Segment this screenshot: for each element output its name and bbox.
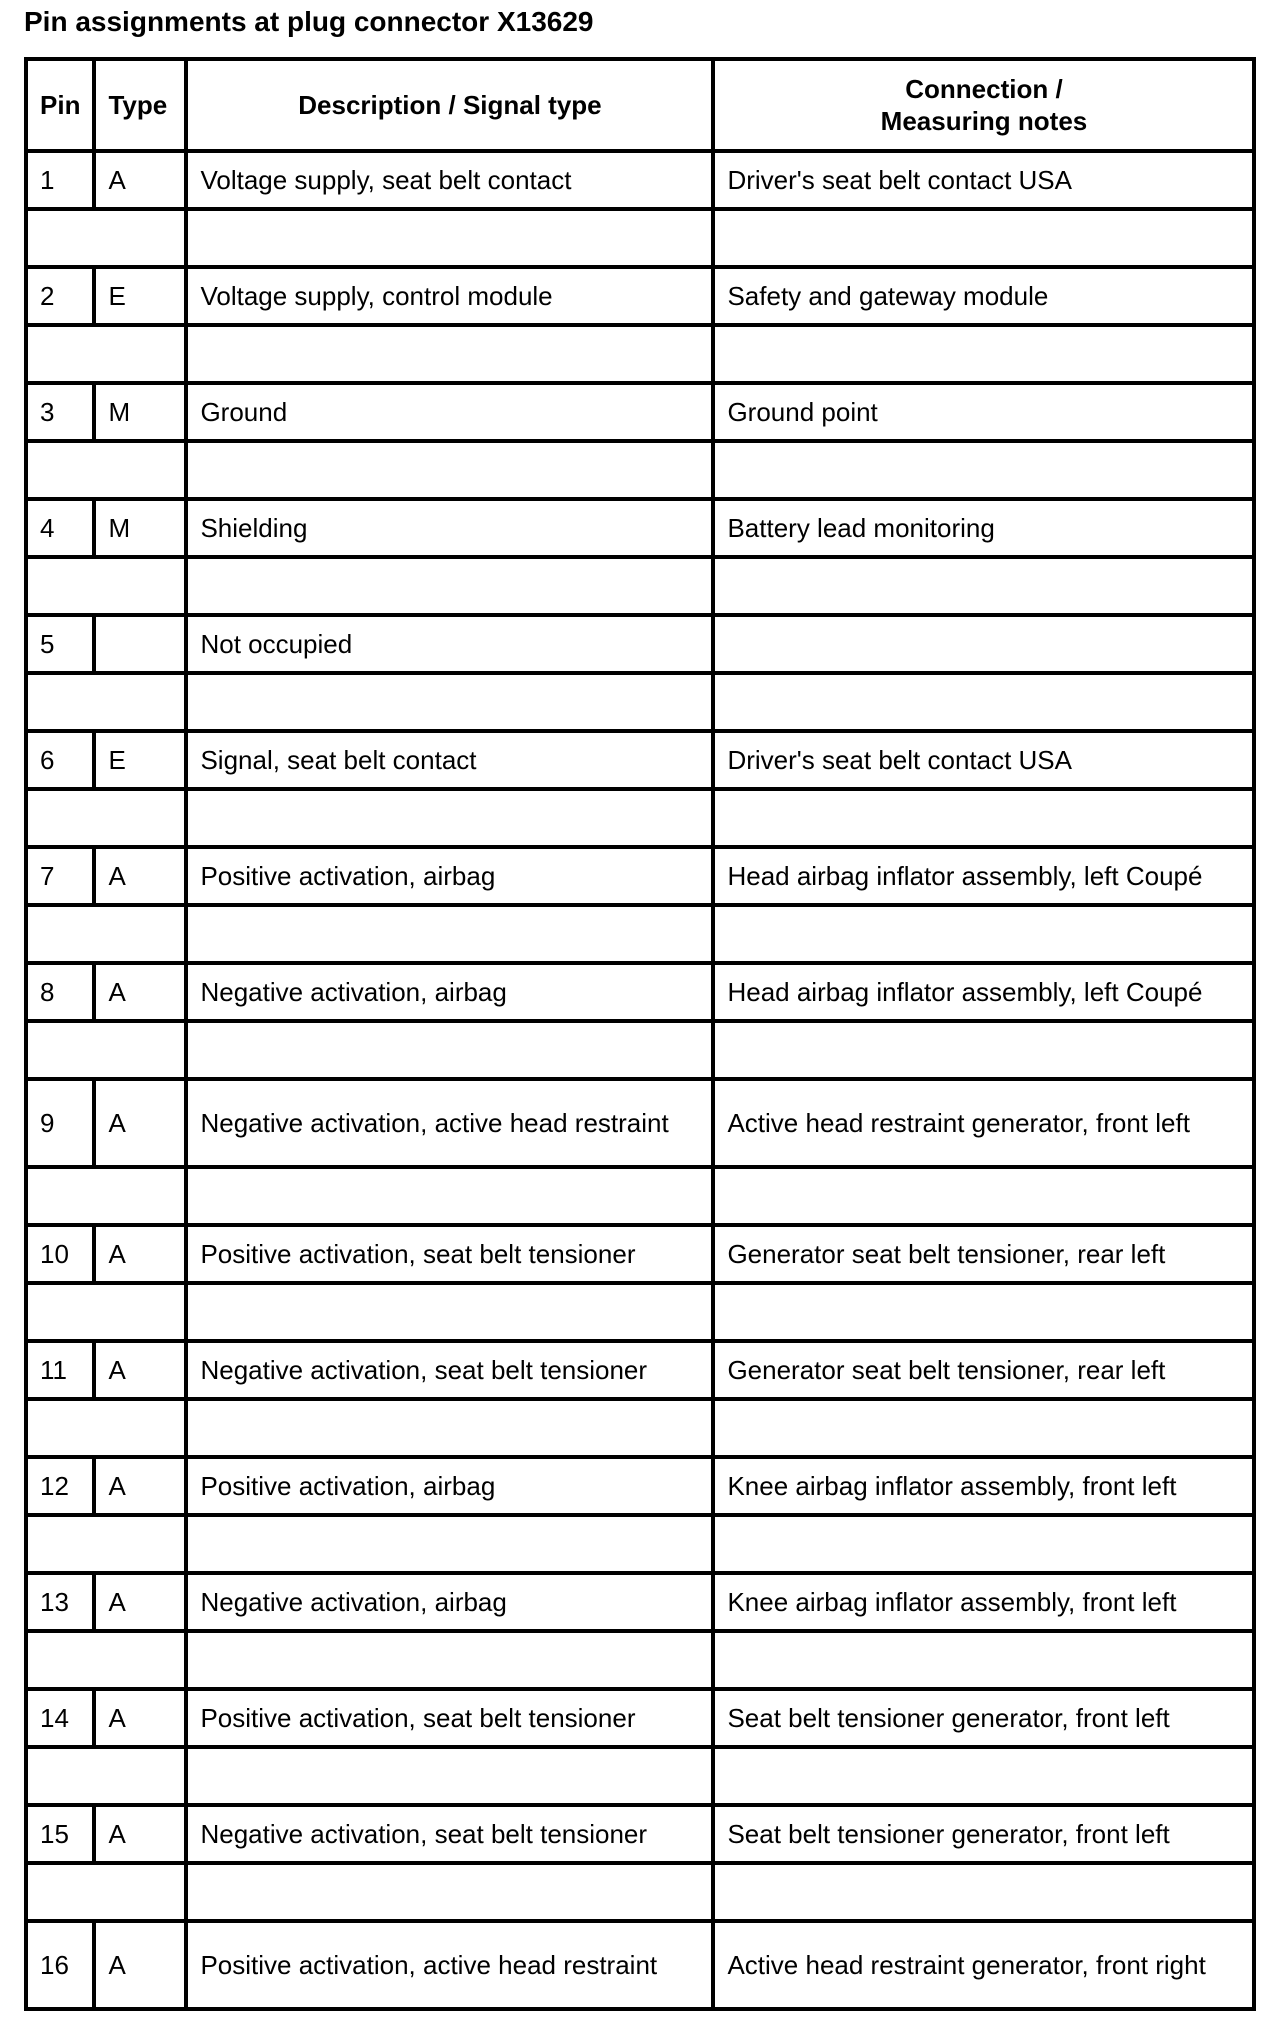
header-description: Description / Signal type	[186, 59, 713, 151]
empty-cell	[713, 673, 1254, 731]
type-cell: A	[94, 151, 186, 209]
empty-cell	[186, 1515, 713, 1573]
header-connection-line1: Connection /	[905, 74, 1063, 104]
spacer-row	[26, 1747, 1254, 1805]
table-row	[26, 1689, 1254, 1747]
description-cell: Not occupied	[186, 615, 713, 673]
spacer-row	[26, 325, 1254, 383]
pin-cell: 15	[26, 1805, 94, 1863]
description-cell: Negative activation, airbag	[186, 963, 713, 1021]
table-row	[26, 1225, 1254, 1283]
empty-cell	[186, 325, 713, 383]
empty-cell	[26, 1863, 186, 1921]
table-body	[26, 151, 1254, 2009]
connection-cell: Active head restraint generator, front left	[713, 1079, 1254, 1167]
table-row	[26, 1457, 1254, 1515]
table-row	[26, 1805, 1254, 1863]
type-cell: A	[94, 1079, 186, 1167]
type-cell: A	[94, 1225, 186, 1283]
description-cell: Negative activation, active head restraint	[186, 1079, 713, 1167]
spacer-row	[26, 905, 1254, 963]
empty-cell	[186, 557, 713, 615]
empty-cell	[713, 1515, 1254, 1573]
pin-cell: 14	[26, 1689, 94, 1747]
type-cell: E	[94, 267, 186, 325]
empty-cell	[186, 1399, 713, 1457]
empty-cell	[186, 1747, 713, 1805]
connection-cell: Battery lead monitoring	[713, 499, 1254, 557]
connection-cell: Generator seat belt tensioner, rear left	[713, 1225, 1254, 1283]
empty-cell	[713, 325, 1254, 383]
table-row	[26, 1573, 1254, 1631]
description-cell: Voltage supply, seat belt contact	[186, 151, 713, 209]
empty-cell	[26, 673, 186, 731]
connection-cell	[713, 615, 1254, 673]
pin-cell: 8	[26, 963, 94, 1021]
empty-cell	[713, 1283, 1254, 1341]
spacer-row	[26, 1863, 1254, 1921]
empty-cell	[26, 1167, 186, 1225]
empty-cell	[186, 441, 713, 499]
pin-cell: 2	[26, 267, 94, 325]
type-cell: A	[94, 1573, 186, 1631]
empty-cell	[186, 1631, 713, 1689]
empty-cell	[713, 209, 1254, 267]
connection-cell: Driver's seat belt contact USA	[713, 731, 1254, 789]
spacer-row	[26, 557, 1254, 615]
description-cell: Voltage supply, control module	[186, 267, 713, 325]
empty-cell	[26, 1021, 186, 1079]
empty-cell	[186, 1283, 713, 1341]
type-cell: A	[94, 1341, 186, 1399]
spacer-row	[26, 209, 1254, 267]
empty-cell	[186, 1167, 713, 1225]
empty-cell	[713, 905, 1254, 963]
pin-cell: 9	[26, 1079, 94, 1167]
empty-cell	[186, 673, 713, 731]
empty-cell	[26, 1283, 186, 1341]
type-cell: A	[94, 1689, 186, 1747]
connection-cell: Seat belt tensioner generator, front left	[713, 1805, 1254, 1863]
empty-cell	[186, 905, 713, 963]
type-cell: E	[94, 731, 186, 789]
type-cell: A	[94, 1921, 186, 2009]
empty-cell	[26, 441, 186, 499]
pin-cell: 6	[26, 731, 94, 789]
connection-cell: Knee airbag inflator assembly, front left	[713, 1573, 1254, 1631]
empty-cell	[26, 905, 186, 963]
table-row	[26, 151, 1254, 209]
empty-cell	[713, 1747, 1254, 1805]
empty-cell	[713, 1167, 1254, 1225]
pin-cell: 13	[26, 1573, 94, 1631]
description-cell: Negative activation, seat belt tensioner	[186, 1341, 713, 1399]
type-cell: A	[94, 1805, 186, 1863]
empty-cell	[26, 1399, 186, 1457]
pin-cell: 4	[26, 499, 94, 557]
empty-cell	[713, 441, 1254, 499]
page-title: Pin assignments at plug connector X13629	[24, 6, 594, 37]
empty-cell	[713, 557, 1254, 615]
connection-cell: Seat belt tensioner generator, front left	[713, 1689, 1254, 1747]
empty-cell	[26, 789, 186, 847]
type-cell	[94, 615, 186, 673]
description-cell: Positive activation, airbag	[186, 847, 713, 905]
spacer-row	[26, 1631, 1254, 1689]
spacer-row	[26, 673, 1254, 731]
table-row	[26, 383, 1254, 441]
connection-cell: Generator seat belt tensioner, rear left	[713, 1341, 1254, 1399]
table-row	[26, 1341, 1254, 1399]
type-cell: M	[94, 499, 186, 557]
pin-cell: 10	[26, 1225, 94, 1283]
connection-cell: Safety and gateway module	[713, 267, 1254, 325]
empty-cell	[186, 1863, 713, 1921]
pin-cell: 1	[26, 151, 94, 209]
empty-cell	[186, 209, 713, 267]
pin-cell: 11	[26, 1341, 94, 1399]
table-row	[26, 1921, 1254, 2009]
connection-cell: Driver's seat belt contact USA	[713, 151, 1254, 209]
empty-cell	[713, 1631, 1254, 1689]
spacer-row	[26, 1021, 1254, 1079]
description-cell: Negative activation, seat belt tensioner	[186, 1805, 713, 1863]
pin-cell: 5	[26, 615, 94, 673]
type-cell: M	[94, 383, 186, 441]
description-cell: Negative activation, airbag	[186, 1573, 713, 1631]
connection-cell: Ground point	[713, 383, 1254, 441]
empty-cell	[713, 1399, 1254, 1457]
spacer-row	[26, 1283, 1254, 1341]
header-connection	[713, 59, 1254, 151]
empty-cell	[26, 1515, 186, 1573]
description-cell: Shielding	[186, 499, 713, 557]
table-row	[26, 847, 1254, 905]
header-connection-line2: Measuring notes	[880, 106, 1088, 136]
spacer-row	[26, 1399, 1254, 1457]
description-cell: Positive activation, seat belt tensioner	[186, 1689, 713, 1747]
spacer-row	[26, 1167, 1254, 1225]
connection-cell: Head airbag inflator assembly, left Coupé	[713, 847, 1254, 905]
table-row	[26, 1079, 1254, 1167]
pin-cell: 7	[26, 847, 94, 905]
type-cell: A	[94, 847, 186, 905]
description-cell: Positive activation, active head restraint	[186, 1921, 713, 2009]
pin-assignment-table	[24, 57, 1256, 2011]
empty-cell	[26, 557, 186, 615]
type-cell: A	[94, 963, 186, 1021]
empty-cell	[186, 789, 713, 847]
connection-cell: Head airbag inflator assembly, left Coupé	[713, 963, 1254, 1021]
table-row	[26, 267, 1254, 325]
empty-cell	[26, 325, 186, 383]
pin-cell: 12	[26, 1457, 94, 1515]
description-cell: Signal, seat belt contact	[186, 731, 713, 789]
empty-cell	[713, 1863, 1254, 1921]
table-header-row	[26, 59, 1254, 151]
connection-cell: Knee airbag inflator assembly, front left	[713, 1457, 1254, 1515]
spacer-row	[26, 1515, 1254, 1573]
table-row	[26, 615, 1254, 673]
description-cell: Positive activation, airbag	[186, 1457, 713, 1515]
spacer-row	[26, 441, 1254, 499]
connection-cell: Active head restraint generator, front right	[713, 1921, 1254, 2009]
header-type: Type	[94, 59, 186, 151]
type-cell: A	[94, 1457, 186, 1515]
spacer-row	[26, 789, 1254, 847]
empty-cell	[26, 1747, 186, 1805]
description-cell: Positive activation, seat belt tensioner	[186, 1225, 713, 1283]
empty-cell	[26, 209, 186, 267]
empty-cell	[26, 1631, 186, 1689]
pin-cell: 16	[26, 1921, 94, 2009]
table-row	[26, 963, 1254, 1021]
table-row	[26, 731, 1254, 789]
description-cell: Ground	[186, 383, 713, 441]
empty-cell	[713, 1021, 1254, 1079]
empty-cell	[186, 1021, 713, 1079]
empty-cell	[713, 789, 1254, 847]
table-row	[26, 499, 1254, 557]
header-pin: Pin	[26, 59, 94, 151]
pin-cell: 3	[26, 383, 94, 441]
